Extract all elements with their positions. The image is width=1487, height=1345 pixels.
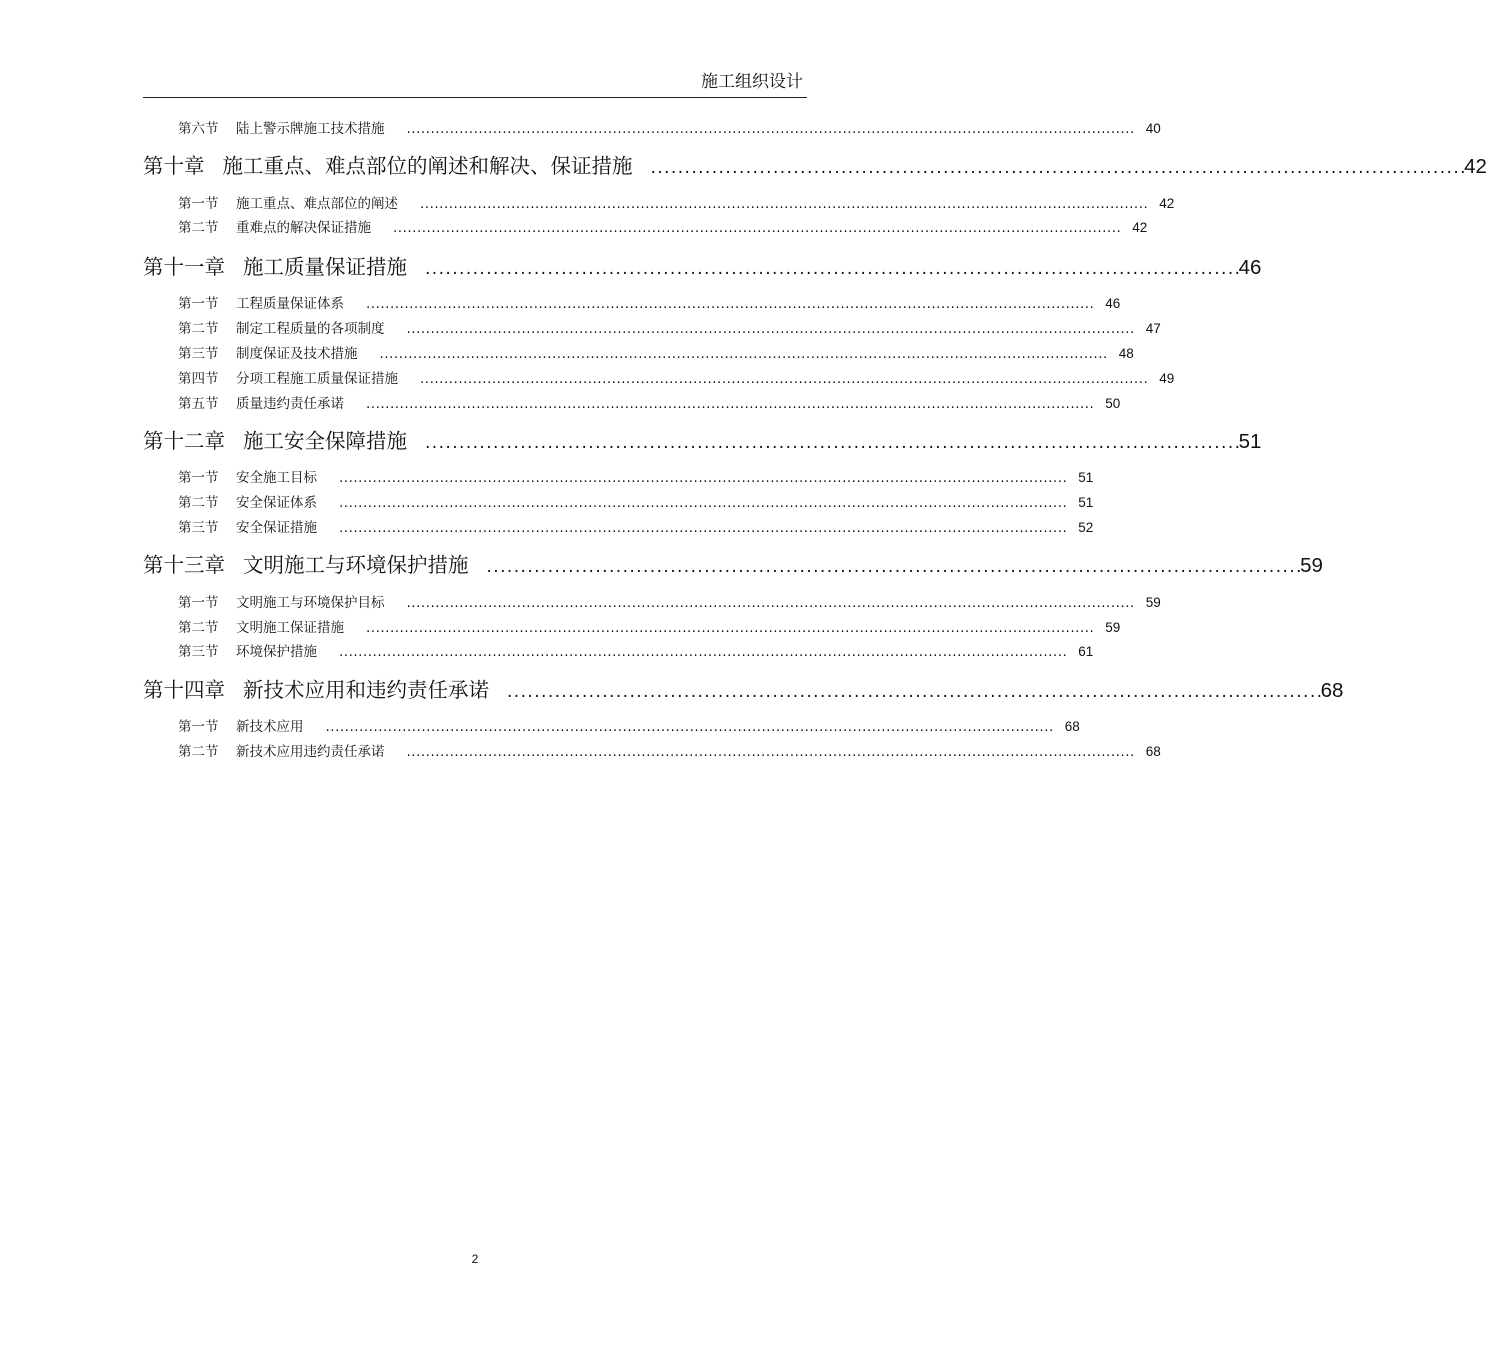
toc-dot-leader: ........................................................................................................................................................: [420, 196, 1149, 212]
toc-dot-leader: ........................................................................................................................: [425, 259, 1242, 279]
toc-entry-number: 第十三章: [143, 553, 225, 577]
toc-entry-title: 文明施工保证措施: [236, 620, 344, 636]
toc-section-entry[interactable]: [178, 295, 1121, 313]
toc-entry-title: 质量违约责任承诺: [236, 396, 344, 412]
toc-entry-title: 安全施工目标: [236, 470, 317, 486]
toc-entry-number: 第十四章: [143, 678, 225, 702]
toc-section-entry[interactable]: [178, 643, 1094, 661]
toc-entry-page: 42: [1159, 196, 1175, 211]
toc-chapter-entry[interactable]: [143, 677, 1344, 705]
toc-dot-leader: ........................................................................................................................................................: [339, 470, 1068, 486]
toc-entry-number: 第二节: [178, 495, 219, 511]
toc-entry-title: 文明施工与环境保护目标: [236, 595, 385, 611]
page-number: 2: [471, 1252, 479, 1266]
toc-entry-page: 46: [1105, 296, 1121, 311]
toc-entry-page: 68: [1320, 679, 1344, 702]
toc-section-entry[interactable]: [178, 469, 1094, 487]
toc-entry-number: 第一节: [178, 719, 219, 735]
toc-dot-leader: ........................................................................................................................: [507, 682, 1324, 702]
toc-entry-title: 制度保证及技术措施: [236, 346, 358, 362]
toc-entry-page: 59: [1300, 554, 1323, 577]
toc-entry-title: 新技术应用违约责任承诺: [236, 744, 385, 760]
toc-entry-title: 施工重点、难点部位的阐述: [236, 196, 398, 212]
toc-entry-page: 42: [1464, 155, 1487, 178]
toc-dot-leader: ........................................................................................................................................................: [393, 220, 1122, 236]
toc-entry-title: 制定工程质量的各项制度: [236, 321, 385, 337]
toc-entry-title: 环境保护措施: [236, 644, 317, 660]
toc-section-entry[interactable]: [178, 494, 1094, 512]
toc-entry-number: 第四节: [178, 371, 219, 387]
toc-dot-leader: ........................................................................................................................................................: [406, 744, 1135, 760]
toc-dot-leader: ........................................................................................................................................................: [420, 371, 1149, 387]
toc-entry-page: 48: [1118, 346, 1134, 361]
toc-entry-page: 59: [1145, 595, 1161, 610]
toc-entry-page: 51: [1078, 495, 1094, 510]
toc-dot-leader: ........................................................................................................................................................: [339, 495, 1068, 511]
toc-dot-leader: ........................................................................................................................................................: [366, 620, 1095, 636]
toc-entry-title: 安全保证措施: [236, 520, 317, 536]
toc-entry-page: 52: [1078, 520, 1094, 535]
toc-section-entry[interactable]: [178, 743, 1161, 761]
toc-entry-page: 42: [1132, 220, 1148, 235]
toc-dot-leader: ........................................................................................................................................................: [325, 719, 1054, 735]
toc-dot-leader: ........................................................................................................................................................: [366, 296, 1095, 312]
toc-section-entry[interactable]: [178, 120, 1161, 138]
toc-entry-title: 陆上警示牌施工技术措施: [236, 121, 385, 137]
toc-section-entry[interactable]: [178, 345, 1134, 363]
toc-entry-number: 第二节: [178, 620, 219, 636]
toc-entry-number: 第二节: [178, 321, 219, 337]
toc-entry-title: 施工质量保证措施: [243, 255, 407, 279]
toc-entry-page: 50: [1105, 396, 1121, 411]
toc-dot-leader: ........................................................................................................................................................: [366, 396, 1095, 412]
toc-entry-number: 第一节: [178, 296, 219, 312]
toc-entry-title: 分项工程施工质量保证措施: [236, 371, 398, 387]
toc-section-entry[interactable]: [178, 594, 1161, 612]
header-title: 施工组织设计: [701, 72, 803, 92]
toc-entry-page: 51: [1078, 470, 1094, 485]
toc-entry-page: 40: [1145, 121, 1161, 136]
toc-dot-leader: ........................................................................................................................................................: [406, 121, 1135, 137]
toc-entry-page: 61: [1078, 644, 1094, 659]
toc-entry-number: 第十一章: [143, 255, 225, 279]
toc-entry-page: 49: [1159, 371, 1175, 386]
toc-entry-number: 第一节: [178, 470, 219, 486]
toc-dot-leader: ........................................................................................................................: [650, 158, 1467, 178]
toc-entry-page: 68: [1145, 744, 1161, 759]
toc-entry-title: 新技术应用和违约责任承诺: [243, 678, 489, 702]
toc-entry-number: 第二节: [178, 744, 219, 760]
toc-section-entry[interactable]: [178, 395, 1121, 413]
toc-entry-number: 第五节: [178, 396, 219, 412]
toc-entry-number: 第十章: [143, 154, 205, 178]
toc-section-entry[interactable]: [178, 219, 1148, 237]
toc-entry-number: 第一节: [178, 196, 219, 212]
toc-entry-number: 第六节: [178, 121, 219, 137]
toc-entry-title: 施工重点、难点部位的阐述和解决、保证措施: [222, 154, 633, 178]
toc-entry-page: 51: [1238, 430, 1262, 453]
toc-entry-page: 46: [1238, 256, 1262, 279]
toc-section-entry[interactable]: [178, 619, 1121, 637]
toc-entry-number: 第十二章: [143, 429, 225, 453]
toc-chapter-entry[interactable]: [143, 428, 1262, 456]
toc-section-entry[interactable]: [178, 718, 1080, 736]
toc-dot-leader: ........................................................................................................................: [425, 433, 1242, 453]
toc-section-entry[interactable]: [178, 320, 1161, 338]
toc-entry-number: 第三节: [178, 520, 219, 536]
toc-section-entry[interactable]: [178, 519, 1094, 537]
toc-entry-number: 第三节: [178, 346, 219, 362]
toc-entry-number: 第一节: [178, 595, 219, 611]
toc-dot-leader: ........................................................................................................................................................: [379, 346, 1108, 362]
toc-entry-title: 新技术应用: [236, 719, 304, 735]
toc-entry-title: 文明施工与环境保护措施: [243, 553, 469, 577]
toc-entry-number: 第二节: [178, 220, 219, 236]
toc-entry-title: 施工安全保障措施: [243, 429, 407, 453]
toc-entry-page: 68: [1064, 719, 1080, 734]
toc-entry-page: 47: [1145, 321, 1161, 336]
toc-entry-title: 安全保证体系: [236, 495, 317, 511]
toc-dot-leader: ........................................................................................................................................................: [406, 595, 1135, 611]
toc-chapter-entry[interactable]: [143, 254, 1262, 282]
toc-section-entry[interactable]: [178, 195, 1175, 213]
toc-dot-leader: ........................................................................................................................: [486, 557, 1303, 577]
toc-section-entry[interactable]: [178, 370, 1175, 388]
toc-entry-title: 工程质量保证体系: [236, 296, 344, 312]
toc-chapter-entry[interactable]: [143, 153, 1487, 181]
toc-entry-title: 重难点的解决保证措施: [236, 220, 371, 236]
toc-dot-leader: ........................................................................................................................................................: [339, 644, 1068, 660]
toc-chapter-entry[interactable]: [143, 552, 1323, 580]
toc-dot-leader: ........................................................................................................................................................: [339, 520, 1068, 536]
toc-dot-leader: ........................................................................................................................................................: [406, 321, 1135, 337]
toc-entry-page: 59: [1105, 620, 1121, 635]
toc-entry-number: 第三节: [178, 644, 219, 660]
